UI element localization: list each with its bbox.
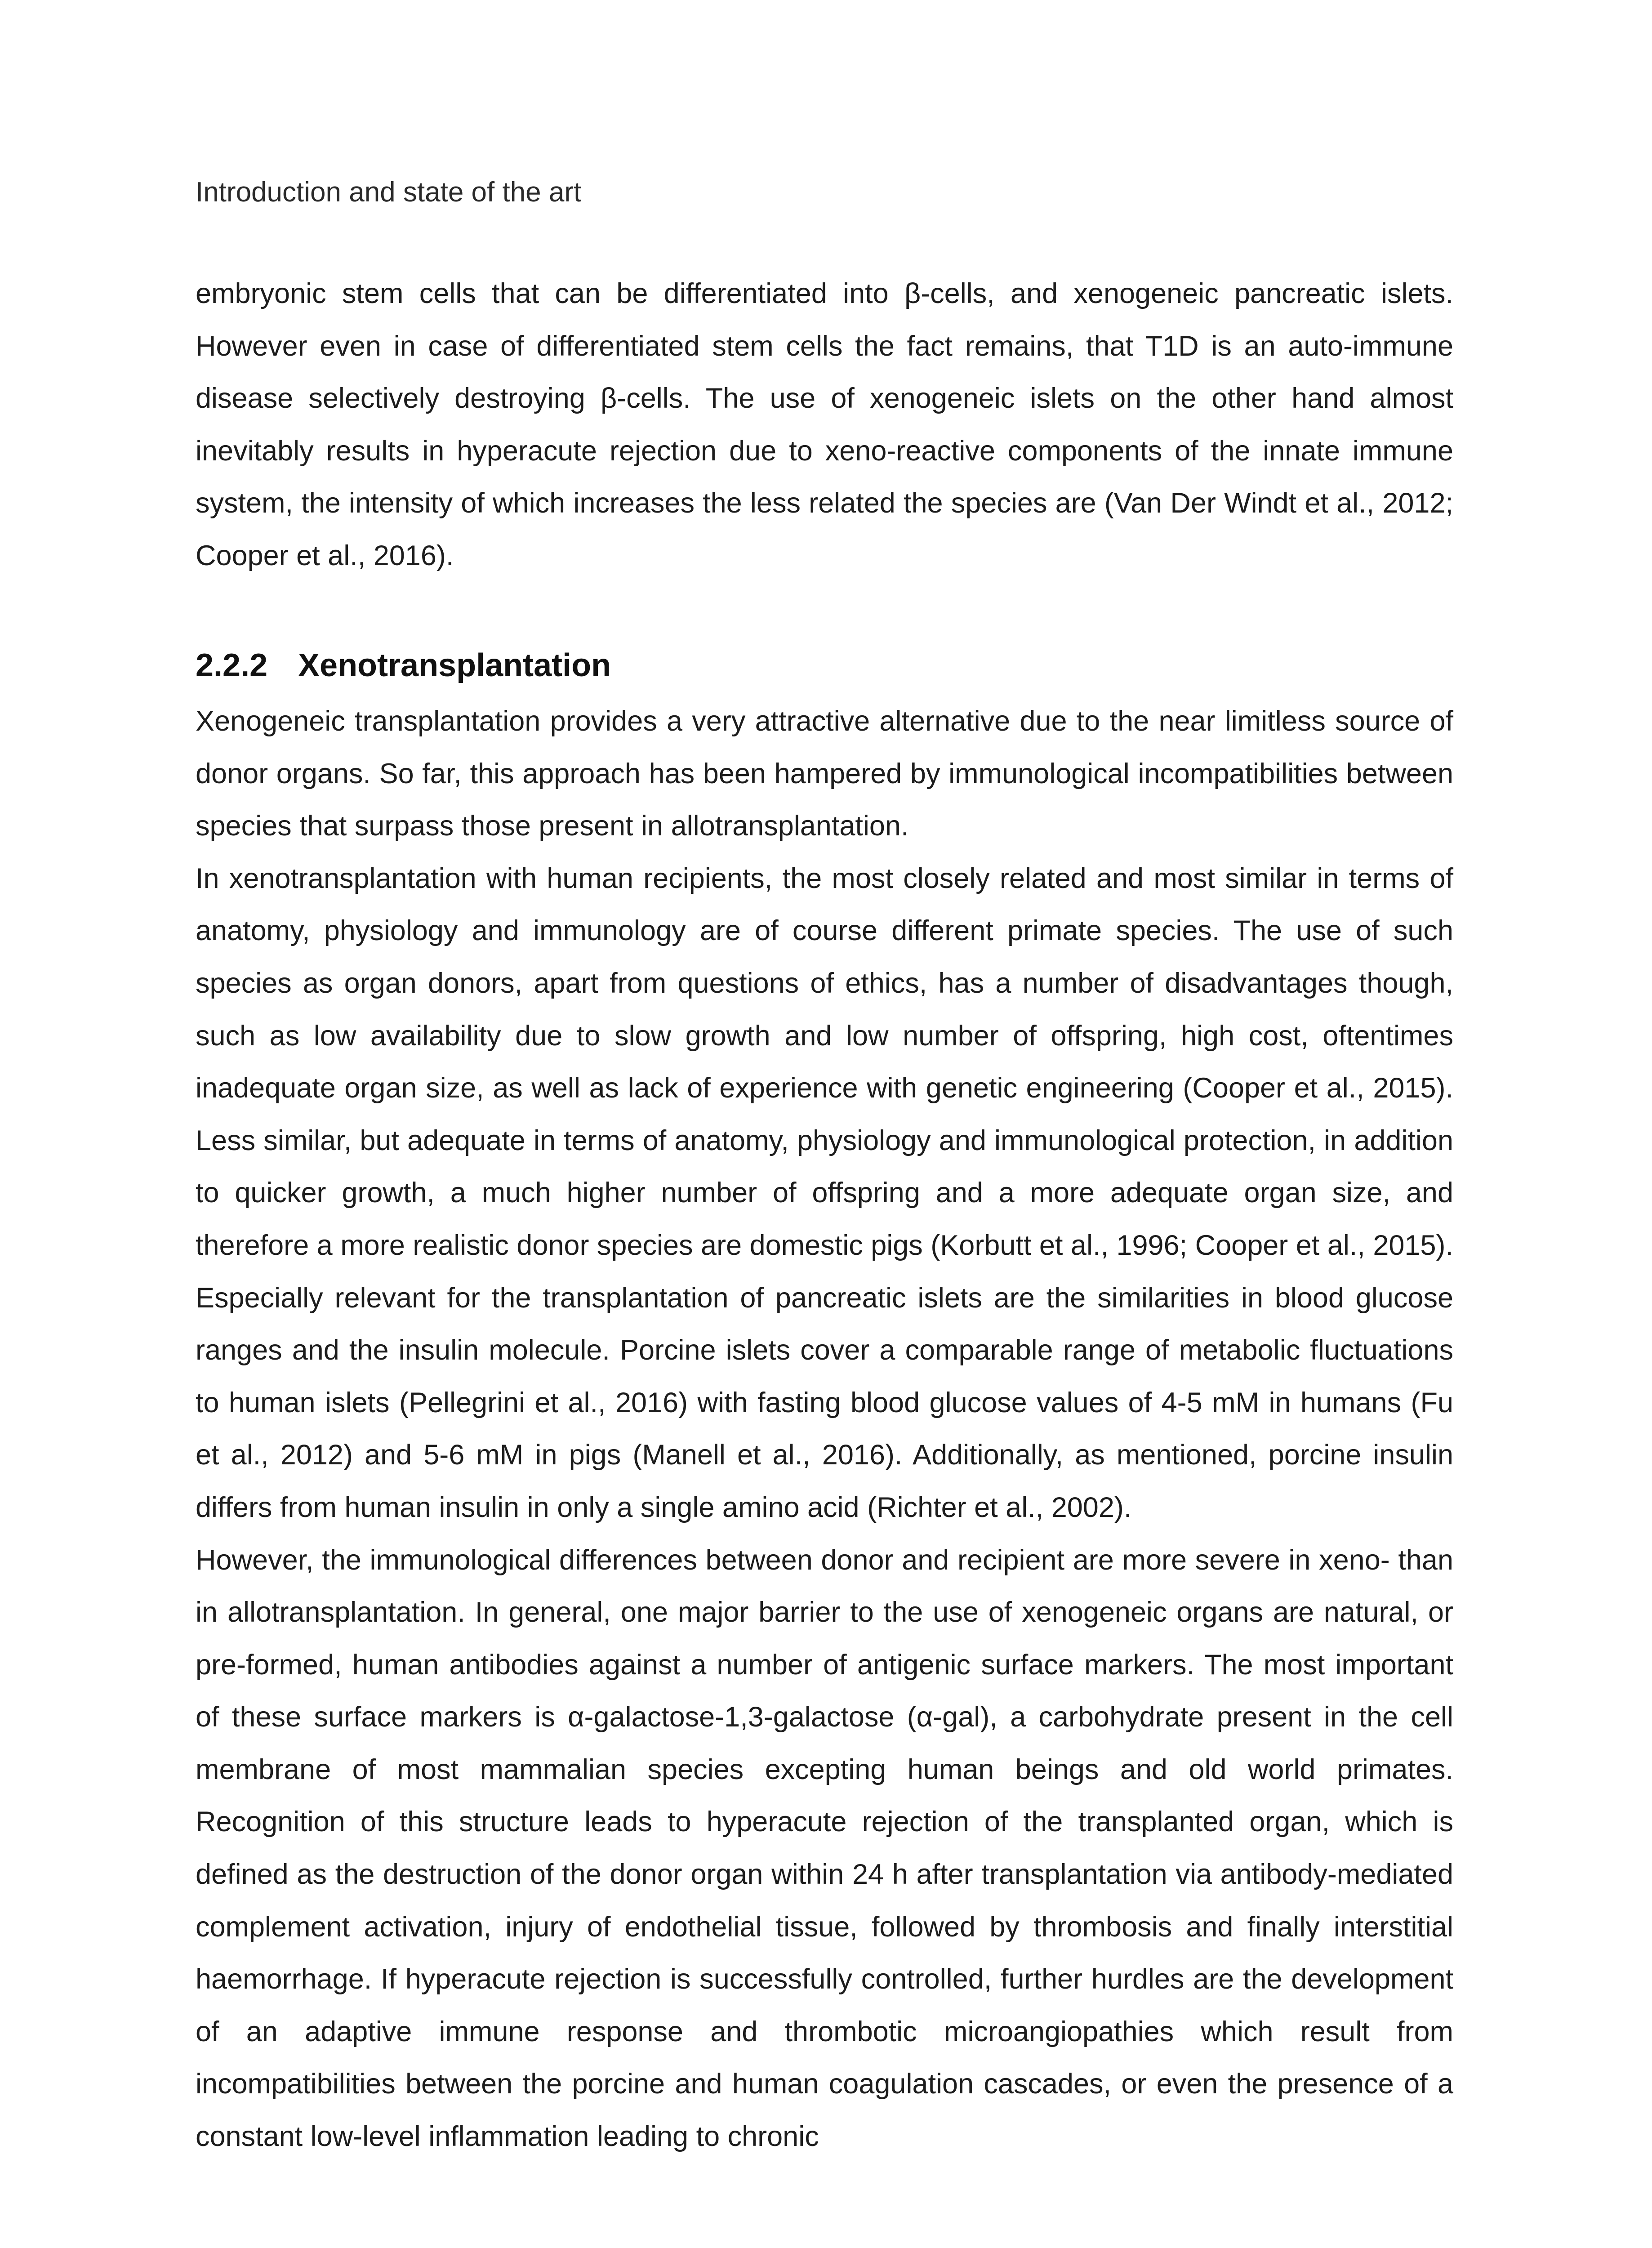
running-header: Introduction and state of the art	[196, 177, 582, 208]
section-body	[196, 695, 1453, 2163]
section-paragraph: In xenotransplantation with human recipients, the most closely related and most similar in terms of anatomy, physiology and immunology are of course different primate species. The use of such species as organ donors, apart from questions of ethics, has a number of disadvantages though, such as low availability due to slow growth and low number of offspring, high cost, oftentimes inadequate organ size, as well as lack of experience with genetic engineering (Cooper et al., 2015). Less similar, but adequate in terms of anatomy, physiology and immunological protection, in addition to quicker growth, a much higher number of offspring and a more adequate organ size, and therefore a more realistic donor species are domestic pigs (Korbutt et al., 1996; Cooper et al., 2015). Especially relevant for the transplantation of pancreatic islets are the similarities in blood glucose ranges and the insulin molecule. Porcine islets cover a comparable range of metabolic fluctuations to human islets (Pellegrini et al., 2016) with fasting blood glucose values of 4-5 mM in humans (Fu et al., 2012) and 5-6 mM in pigs (Manell et al., 2016). Additionally, as mentioned, porcine insulin differs from human insulin in only a single amino acid (Richter et al., 2002).	[196, 862, 1453, 1523]
section-paragraph: Xenogeneic transplantation provides a very attractive alternative due to the near limitless source of donor organs. So far, this approach has been hampered by immunological incompatibilities between species that surpass those present in allotransplantation.	[196, 705, 1453, 842]
section-heading	[196, 643, 611, 688]
section-paragraph: However, the immunological differences between donor and recipient are more severe in xeno- than in allotransplantation. In general, one major barrier to the use of xenogeneic organs are natural, or pre-formed, human antibodies against a number of antigenic surface markers. The most important of these surface markers is α-galactose-1,3-galactose (α-gal), a carbohydrate present in the cell membrane of most mammalian species excepting human beings and old world primates. Recognition of this structure leads to hyperacute rejection of the transplanted organ, which is defined as the destruction of the donor organ within 24 h after transplantation via antibody-mediated complement activation, injury of endothelial tissue, followed by thrombosis and finally interstitial haemorrhage. If hyperacute rejection is successfully controlled, further hurdles are the development of an adaptive immune response and thrombotic microangiopathies which result from incompatibilities between the porcine and human coagulation cascades, or even the presence of a constant low-level inflammation leading to chronic	[196, 1544, 1453, 2153]
section-title: Xenotransplantation	[298, 647, 611, 683]
intro-paragraph: embryonic stem cells that can be differentiated into β-cells, and xenogeneic pancreatic islets. However even in case of differentiated stem cells the fact remains, that T1D is an auto-immune disease selectively destroying β-cells. The use of xenogeneic islets on the other hand almost inevitably results in hyperacute rejection due to xeno-reactive components of the innate immune system, the intensity of which increases the less related the species are (Van Der Windt et al., 2012; Cooper et al., 2016).	[196, 278, 1453, 571]
section-number: 2.2.2	[196, 647, 268, 683]
